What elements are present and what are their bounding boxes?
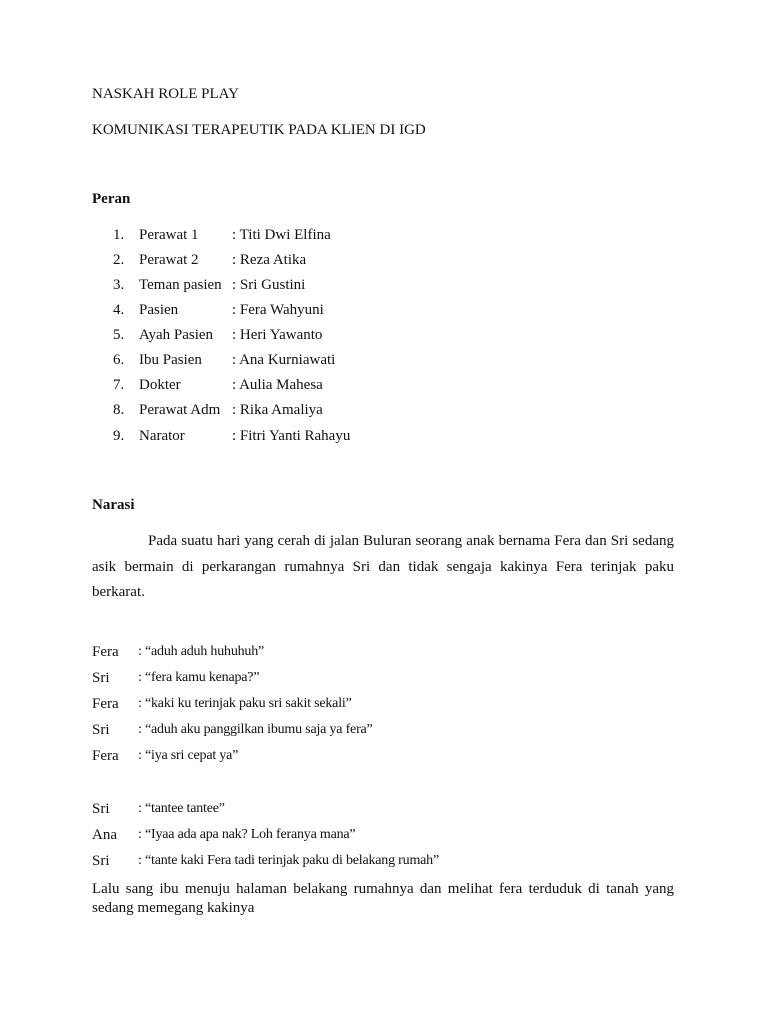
role-actor: : Fitri Yanti Rahayu xyxy=(232,428,351,444)
role-actor: : Sri Gustini xyxy=(232,277,306,293)
closing-paragraph: Lalu sang ibu menuju halaman belakang rumahnya dan melihat fera terduduk di tanah yang sedang memegang kakinya xyxy=(92,881,674,916)
role-name: Dokter xyxy=(139,377,181,393)
role-number: 5. xyxy=(113,327,125,343)
role-name: Teman pasien xyxy=(139,277,222,293)
document-title: NASKAH ROLE PLAY xyxy=(92,86,239,102)
dialog-text: : “kaki ku terinjak paku sri sakit sekali” xyxy=(138,696,352,711)
dialog-speaker: Fera xyxy=(92,644,119,660)
dialog-speaker: Sri xyxy=(92,801,110,817)
dialog-text: : “aduh aduh huhuhuh” xyxy=(138,644,265,659)
dialog-text: : “tante kaki Fera tadi terinjak paku di belakang rumah” xyxy=(138,853,439,868)
document-subtitle: KOMUNIKASI TERAPEUTIK PADA KLIEN DI IGD xyxy=(92,122,426,138)
dialog-text: : “fera kamu kenapa?” xyxy=(138,670,260,685)
role-number: 4. xyxy=(113,302,125,318)
narasi-paragraph: Pada suatu hari yang cerah di jalan Buluran seorang anak bernama Fera dan Sri sedang asik bermain di perkarangan rumahnya Sri dan tidak sengaja kakinya Fera terinjak paku berkarat. xyxy=(92,533,674,600)
peran-heading: Peran xyxy=(92,191,131,207)
role-number: 2. xyxy=(113,252,125,268)
role-number: 3. xyxy=(113,277,125,293)
dialog-speaker: Ana xyxy=(92,827,117,843)
dialog-speaker: Sri xyxy=(92,722,110,738)
dialog-speaker: Fera xyxy=(92,748,119,764)
role-name: Ayah Pasien xyxy=(139,327,214,343)
dialog-speaker: Fera xyxy=(92,696,119,712)
dialog-text: : “Iyaa ada apa nak? Loh feranya mana” xyxy=(138,827,356,842)
dialog-text: : “iya sri cepat ya” xyxy=(138,748,239,763)
role-name: Narator xyxy=(139,428,185,444)
role-actor: : Aulia Mahesa xyxy=(232,377,323,393)
dialog-speaker: Sri xyxy=(92,670,110,686)
role-name: Ibu Pasien xyxy=(139,352,202,368)
dialog-text: : “aduh aku panggilkan ibumu saja ya fera” xyxy=(138,722,373,737)
role-name: Pasien xyxy=(139,302,179,318)
role-name: Perawat 2 xyxy=(139,252,199,268)
dialog-speaker: Sri xyxy=(92,853,110,869)
role-actor: : Heri Yawanto xyxy=(232,327,323,343)
role-actor: : Rika Amaliya xyxy=(232,402,323,418)
role-name: Perawat 1 xyxy=(139,227,199,243)
dialog-text: : “tantee tantee” xyxy=(138,801,225,816)
role-actor: : Fera Wahyuni xyxy=(232,302,324,318)
role-number: 6. xyxy=(113,352,125,368)
narasi-heading: Narasi xyxy=(92,497,135,513)
role-number: 7. xyxy=(113,377,125,393)
role-number: 1. xyxy=(113,227,125,243)
role-actor: : Ana Kurniawati xyxy=(232,352,336,368)
role-name: Perawat Adm xyxy=(139,402,221,418)
role-actor: : Reza Atika xyxy=(232,252,307,268)
role-number: 8. xyxy=(113,402,125,418)
role-number: 9. xyxy=(113,428,125,444)
role-actor: : Titi Dwi Elfina xyxy=(232,227,331,243)
